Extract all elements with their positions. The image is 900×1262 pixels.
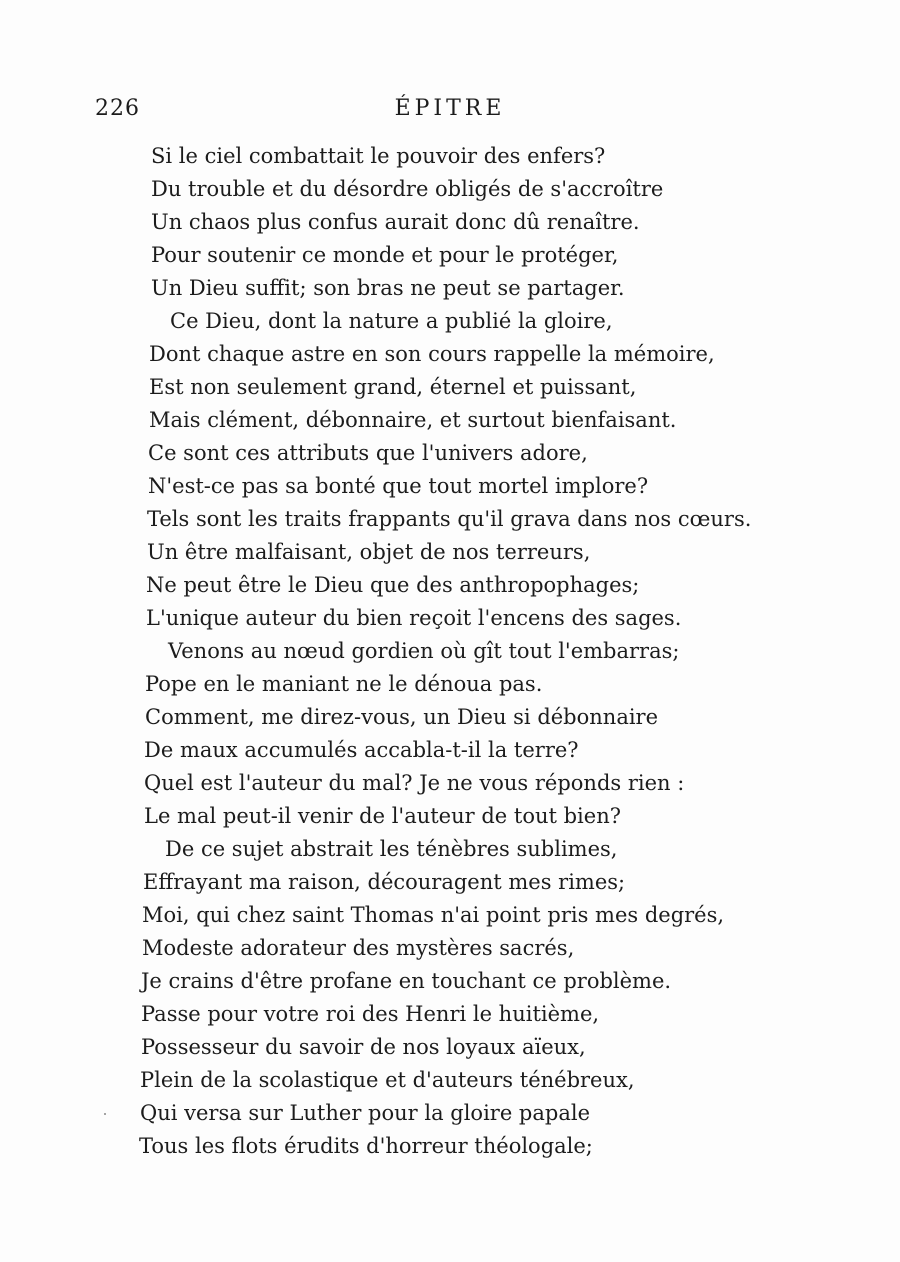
verse-line: Un Dieu suffit; son bras ne peut se partager. xyxy=(151,276,625,300)
verse-line: Modeste adorateur des mystères sacrés, xyxy=(142,936,575,960)
verse-line: N'est-ce pas sa bonté que tout mortel implore? xyxy=(148,474,649,498)
verse-line: Tels sont les traits frappants qu'il grava dans nos cœurs. xyxy=(147,507,752,531)
verse-line: Du trouble et du désordre obligés de s'accroître xyxy=(151,177,664,201)
verse-line: Mais clément, débonnaire, et surtout bienfaisant. xyxy=(149,408,677,432)
verse-line: Quel est l'auteur du mal? Je ne vous réponds rien : xyxy=(144,771,685,795)
verse-line: Ce Dieu, dont la nature a publié la gloire, xyxy=(170,309,613,333)
verse-line: Venons au nœud gordien où gît tout l'embarras; xyxy=(168,639,680,663)
verse-line: Ce sont ces attributs que l'univers adore, xyxy=(148,441,588,465)
verse-line: Si le ciel combattait le pouvoir des enfers? xyxy=(151,144,606,168)
verse-line: Passe pour votre roi des Henri le huitième, xyxy=(141,1002,600,1026)
verse-line: Effrayant ma raison, découragent mes rimes; xyxy=(143,870,626,894)
verse-line: Plein de la scolastique et d'auteurs ténébreux, xyxy=(140,1068,635,1092)
verse-line: Est non seulement grand, éternel et puissant, xyxy=(149,375,637,399)
verse-line: Je crains d'être profane en touchant ce problème. xyxy=(141,969,672,993)
verse-line: De ce sujet abstrait les ténèbres sublimes, xyxy=(165,837,618,861)
verse-line: Qui versa sur Luther pour la gloire papale xyxy=(140,1101,590,1125)
verse-line: Tous les flots érudits d'horreur théologale; xyxy=(139,1134,593,1158)
verse-line: De maux accumulés accabla-t-il la terre? xyxy=(144,738,579,762)
verse-line: Pour soutenir ce monde et pour le protéger, xyxy=(151,243,619,267)
verse-line: Le mal peut-il venir de l'auteur de tout bien? xyxy=(144,804,621,828)
verse-line: Un chaos plus confus aurait donc dû renaître. xyxy=(151,210,640,234)
verse-line: Pope en le maniant ne le dénoua pas. xyxy=(145,672,543,696)
verse-line: Possesseur du savoir de nos loyaux aïeux, xyxy=(141,1035,586,1059)
page-number: 226 xyxy=(95,96,140,121)
verse-line: Dont chaque astre en son cours rappelle la mémoire, xyxy=(149,342,715,366)
running-title: ÉPITRE xyxy=(394,96,506,121)
verse-line: L'unique auteur du bien reçoit l'encens des sages. xyxy=(146,606,682,630)
verse-line: Ne peut être le Dieu que des anthropophages; xyxy=(146,573,640,597)
stray-ink-mark xyxy=(104,1113,106,1115)
verse-line: Un être malfaisant, objet de nos terreurs, xyxy=(147,540,591,564)
verse-line: Moi, qui chez saint Thomas n'ai point pris mes degrés, xyxy=(142,903,725,927)
verse-line: Comment, me direz-vous, un Dieu si débonnaire xyxy=(145,705,659,729)
